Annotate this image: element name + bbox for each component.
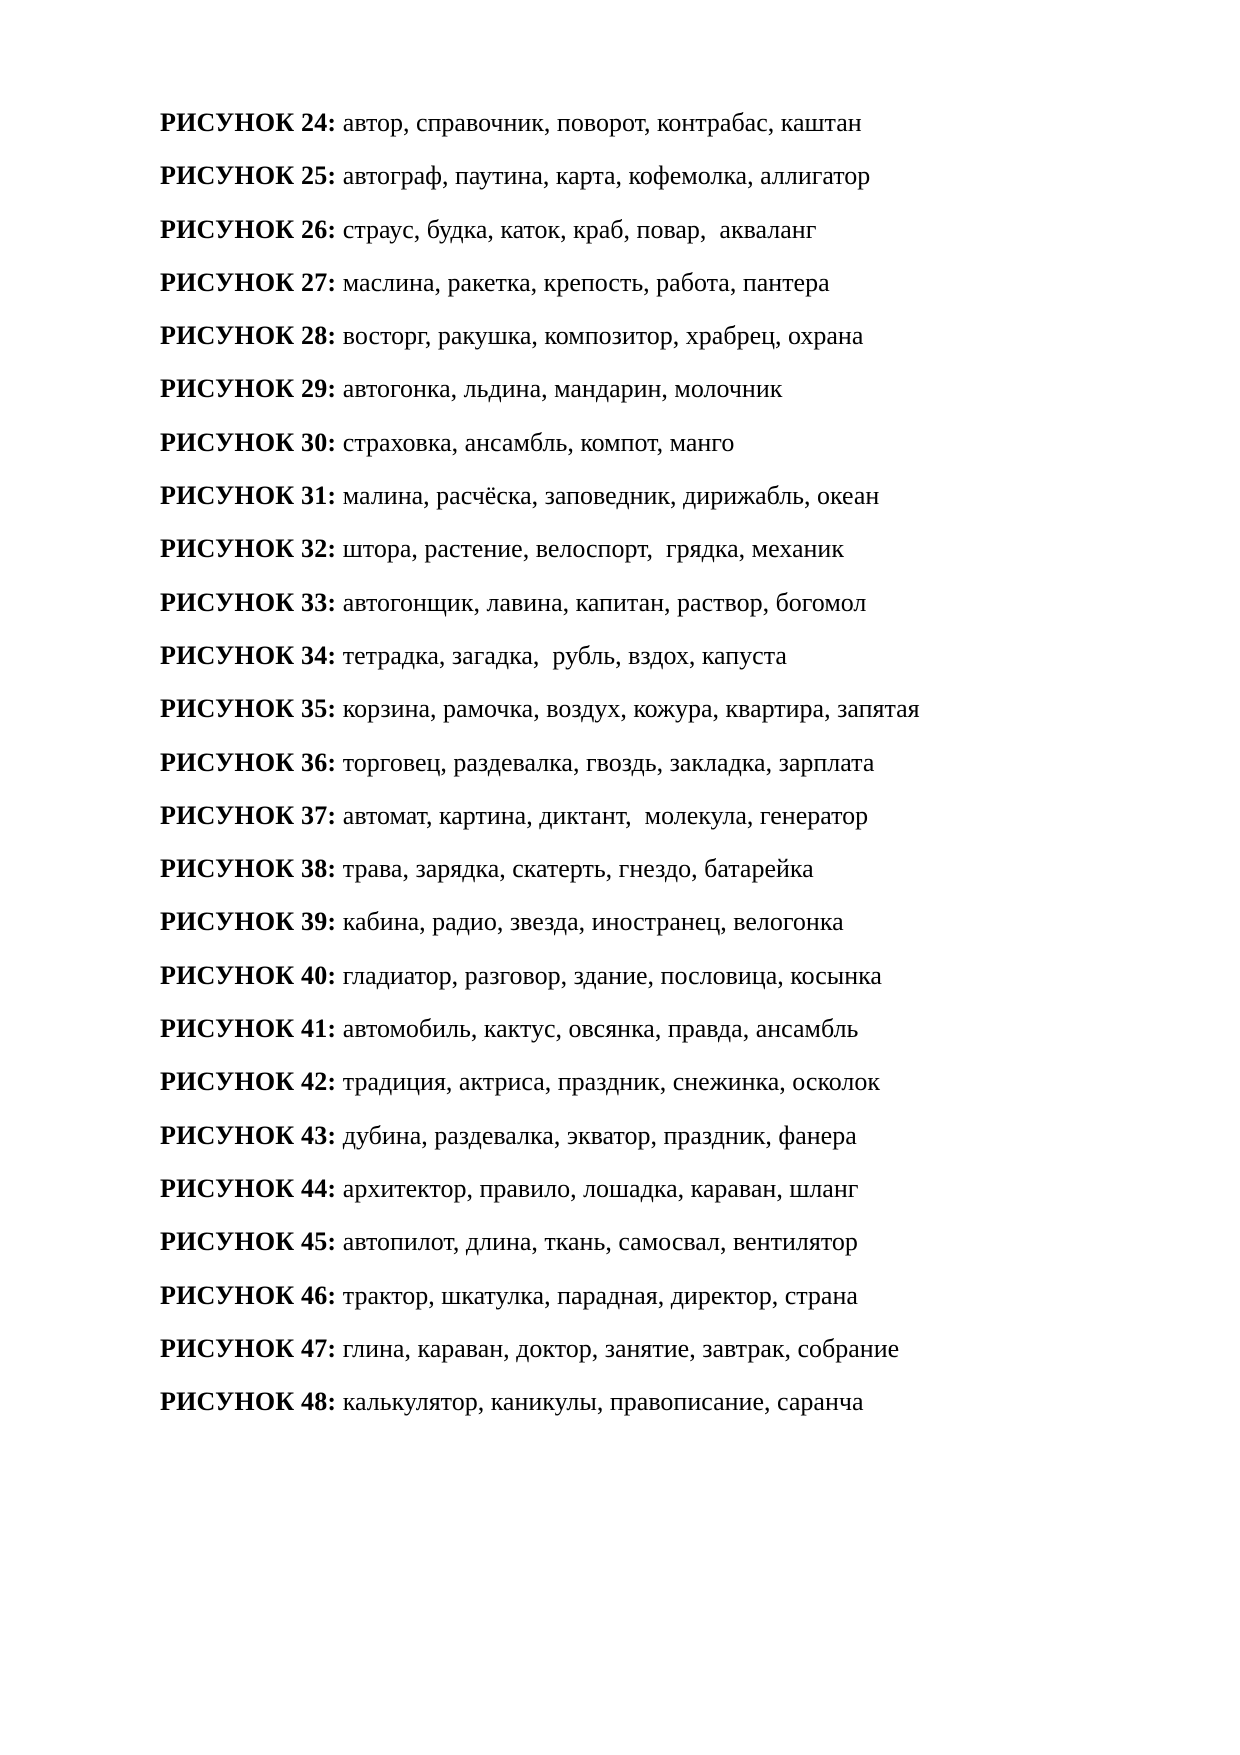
figure-entry [160, 1322, 1120, 1375]
figure-entry [160, 149, 1120, 202]
figure-words: дубина, раздевалка, экватор, праздник, фанера [342, 1120, 857, 1150]
figure-label: РИСУНОК 33: [160, 587, 337, 617]
figure-entry [160, 895, 1120, 948]
figure-words: гладиатор, разговор, здание, пословица, косынка [342, 960, 882, 990]
figure-entry [160, 1269, 1120, 1322]
figure-entry [160, 1215, 1120, 1268]
figure-label: РИСУНОК 35: [160, 694, 337, 724]
figure-entry [160, 362, 1120, 415]
figure-label: РИСУНОК 32: [160, 534, 337, 564]
figure-words: страховка, ансамбль, компот, манго [342, 427, 735, 457]
figure-label: РИСУНОК 43: [160, 1120, 337, 1150]
figure-label: РИСУНОК 24: [160, 108, 337, 137]
figure-label: РИСУНОК 39: [160, 907, 337, 937]
figure-entry [160, 309, 1120, 362]
figure-entry [160, 736, 1120, 789]
figure-list [160, 96, 1120, 1428]
figure-label: РИСУНОК 28: [160, 321, 337, 351]
figure-entry [160, 1162, 1120, 1215]
figure-words: автограф, паутина, карта, кофемолка, аллигатор [342, 161, 871, 191]
figure-words: штора, растение, велоспорт, грядка, механик [342, 534, 844, 564]
figure-entry [160, 1002, 1120, 1055]
figure-words: традиция, актриса, праздник, снежинка, осколок [342, 1067, 881, 1097]
figure-words: маслина, ракетка, крепость, работа, пантера [342, 267, 830, 297]
figure-label: РИСУНОК 30: [160, 427, 337, 457]
figure-label: РИСУНОК 48: [160, 1387, 337, 1417]
figure-entry [160, 96, 1120, 149]
figure-words: глина, караван, доктор, занятие, завтрак, собрание [342, 1333, 900, 1363]
figure-words: кабина, радио, звезда, иностранец, велогонка [342, 907, 844, 937]
figure-words: трава, зарядка, скатерть, гнездо, батарейка [342, 854, 814, 884]
figure-words: автор, справочник, поворот, контрабас, каштан [342, 108, 862, 137]
figure-label: РИСУНОК 37: [160, 800, 337, 830]
figure-label: РИСУНОК 36: [160, 747, 337, 777]
figure-words: страус, будка, каток, краб, повар, акваланг [342, 214, 817, 244]
figure-words: торговец, раздевалка, гвоздь, закладка, зарплата [342, 747, 875, 777]
figure-entry [160, 416, 1120, 469]
figure-entry [160, 789, 1120, 842]
figure-words: малина, расчёска, заповедник, дирижабль, океан [342, 481, 880, 511]
figure-entry [160, 1055, 1120, 1108]
figure-words: автогонка, льдина, мандарин, молочник [342, 374, 783, 404]
figure-label: РИСУНОК 26: [160, 214, 337, 244]
figure-words: автомобиль, кактус, овсянка, правда, ансамбль [342, 1014, 859, 1044]
figure-label: РИСУНОК 45: [160, 1227, 337, 1257]
figure-words: автомат, картина, диктант, молекула, генератор [342, 800, 869, 830]
figure-entry [160, 522, 1120, 575]
figure-label: РИСУНОК 27: [160, 267, 337, 297]
figure-entry [160, 469, 1120, 522]
figure-words: восторг, ракушка, композитор, храбрец, охрана [342, 321, 864, 351]
figure-entry [160, 576, 1120, 629]
figure-entry [160, 682, 1120, 735]
figure-label: РИСУНОК 41: [160, 1014, 337, 1044]
figure-entry [160, 1375, 1120, 1428]
figure-entry [160, 629, 1120, 682]
figure-words: трактор, шкатулка, парадная, директор, страна [342, 1280, 858, 1310]
figure-words: тетрадка, загадка, рубль, вздох, капуста [342, 640, 787, 670]
figure-entry [160, 203, 1120, 256]
figure-label: РИСУНОК 47: [160, 1333, 337, 1363]
figure-entry [160, 256, 1120, 309]
figure-label: РИСУНОК 40: [160, 960, 337, 990]
figure-entry [160, 949, 1120, 1002]
figure-words: автопилот, длина, ткань, самосвал, вентилятор [342, 1227, 858, 1257]
figure-label: РИСУНОК 25: [160, 161, 337, 191]
figure-label: РИСУНОК 34: [160, 640, 337, 670]
figure-entry [160, 1109, 1120, 1162]
figure-label: РИСУНОК 46: [160, 1280, 337, 1310]
figure-words: корзина, рамочка, воздух, кожура, квартира, запятая [342, 694, 920, 724]
figure-words: автогонщик, лавина, капитан, раствор, богомол [342, 587, 867, 617]
figure-words: архитектор, правило, лошадка, караван, шланг [342, 1173, 859, 1203]
figure-words: калькулятор, каникулы, правописание, саранча [342, 1387, 864, 1417]
figure-label: РИСУНОК 31: [160, 481, 337, 511]
figure-label: РИСУНОК 42: [160, 1067, 337, 1097]
figure-label: РИСУНОК 38: [160, 854, 337, 884]
figure-entry [160, 842, 1120, 895]
figure-label: РИСУНОК 29: [160, 374, 337, 404]
figure-label: РИСУНОК 44: [160, 1173, 337, 1203]
